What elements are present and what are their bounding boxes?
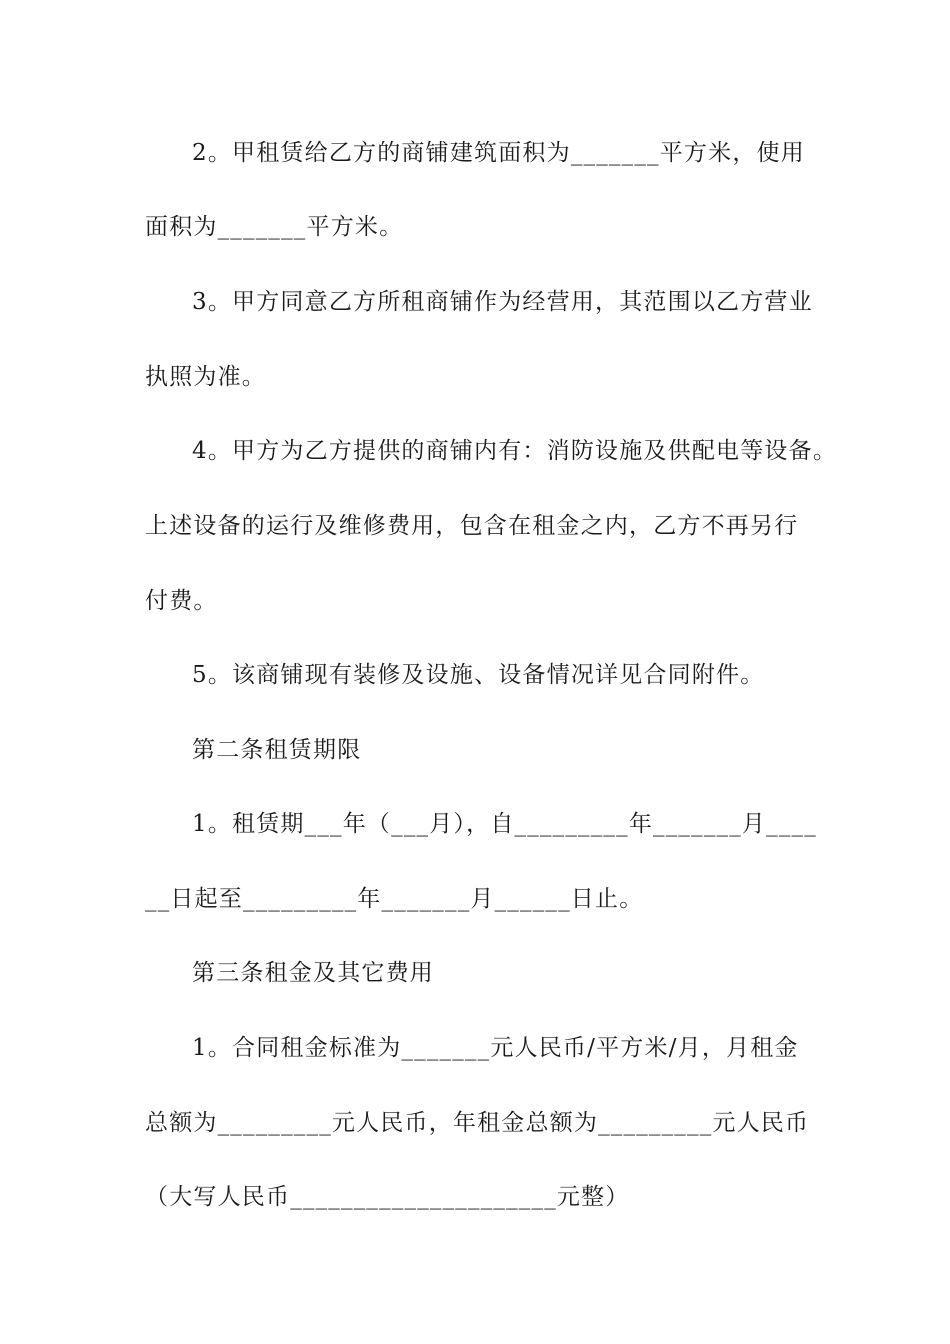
article-3-heading: 第三条租金及其它费用 bbox=[192, 960, 434, 986]
lease-term-line-1: 1。租赁期___年（___月），自_________年_______月____ bbox=[192, 811, 817, 837]
clause-4-line-3: 付费。 bbox=[145, 588, 218, 614]
clause-3-line-2: 执照为准。 bbox=[145, 364, 266, 390]
clause-2-line-2: 面积为_______平方米。 bbox=[145, 214, 404, 240]
clause-4-line-1: 4。甲方为乙方提供的商铺内有：消防设施及供配电等设备。 bbox=[192, 438, 838, 464]
article-2-heading: 第二条租赁期限 bbox=[192, 737, 362, 763]
clause-3-line-1: 3。甲方同意乙方所租商铺作为经营用，其范围以乙方营业 bbox=[192, 289, 813, 315]
rent-line-3: （大写人民币_____________________元整） bbox=[145, 1184, 630, 1210]
rent-line-1: 1。合同租金标准为_______元人民币/平方米/月，月租金 bbox=[192, 1035, 799, 1061]
lease-term-line-2: __日起至_________年_______月______日止。 bbox=[145, 886, 644, 912]
clause-5-line-1: 5。该商铺现有装修及设施、设备情况详见合同附件。 bbox=[192, 662, 765, 688]
rent-line-2: 总额为_________元人民币，年租金总额为_________元人民币 bbox=[145, 1110, 810, 1136]
clause-2-line-1: 2。甲租赁给乙方的商铺建筑面积为_______平方米，使用 bbox=[192, 140, 805, 166]
clause-4-line-2: 上述设备的运行及维修费用，包含在租金之内，乙方不再另行 bbox=[145, 513, 799, 539]
